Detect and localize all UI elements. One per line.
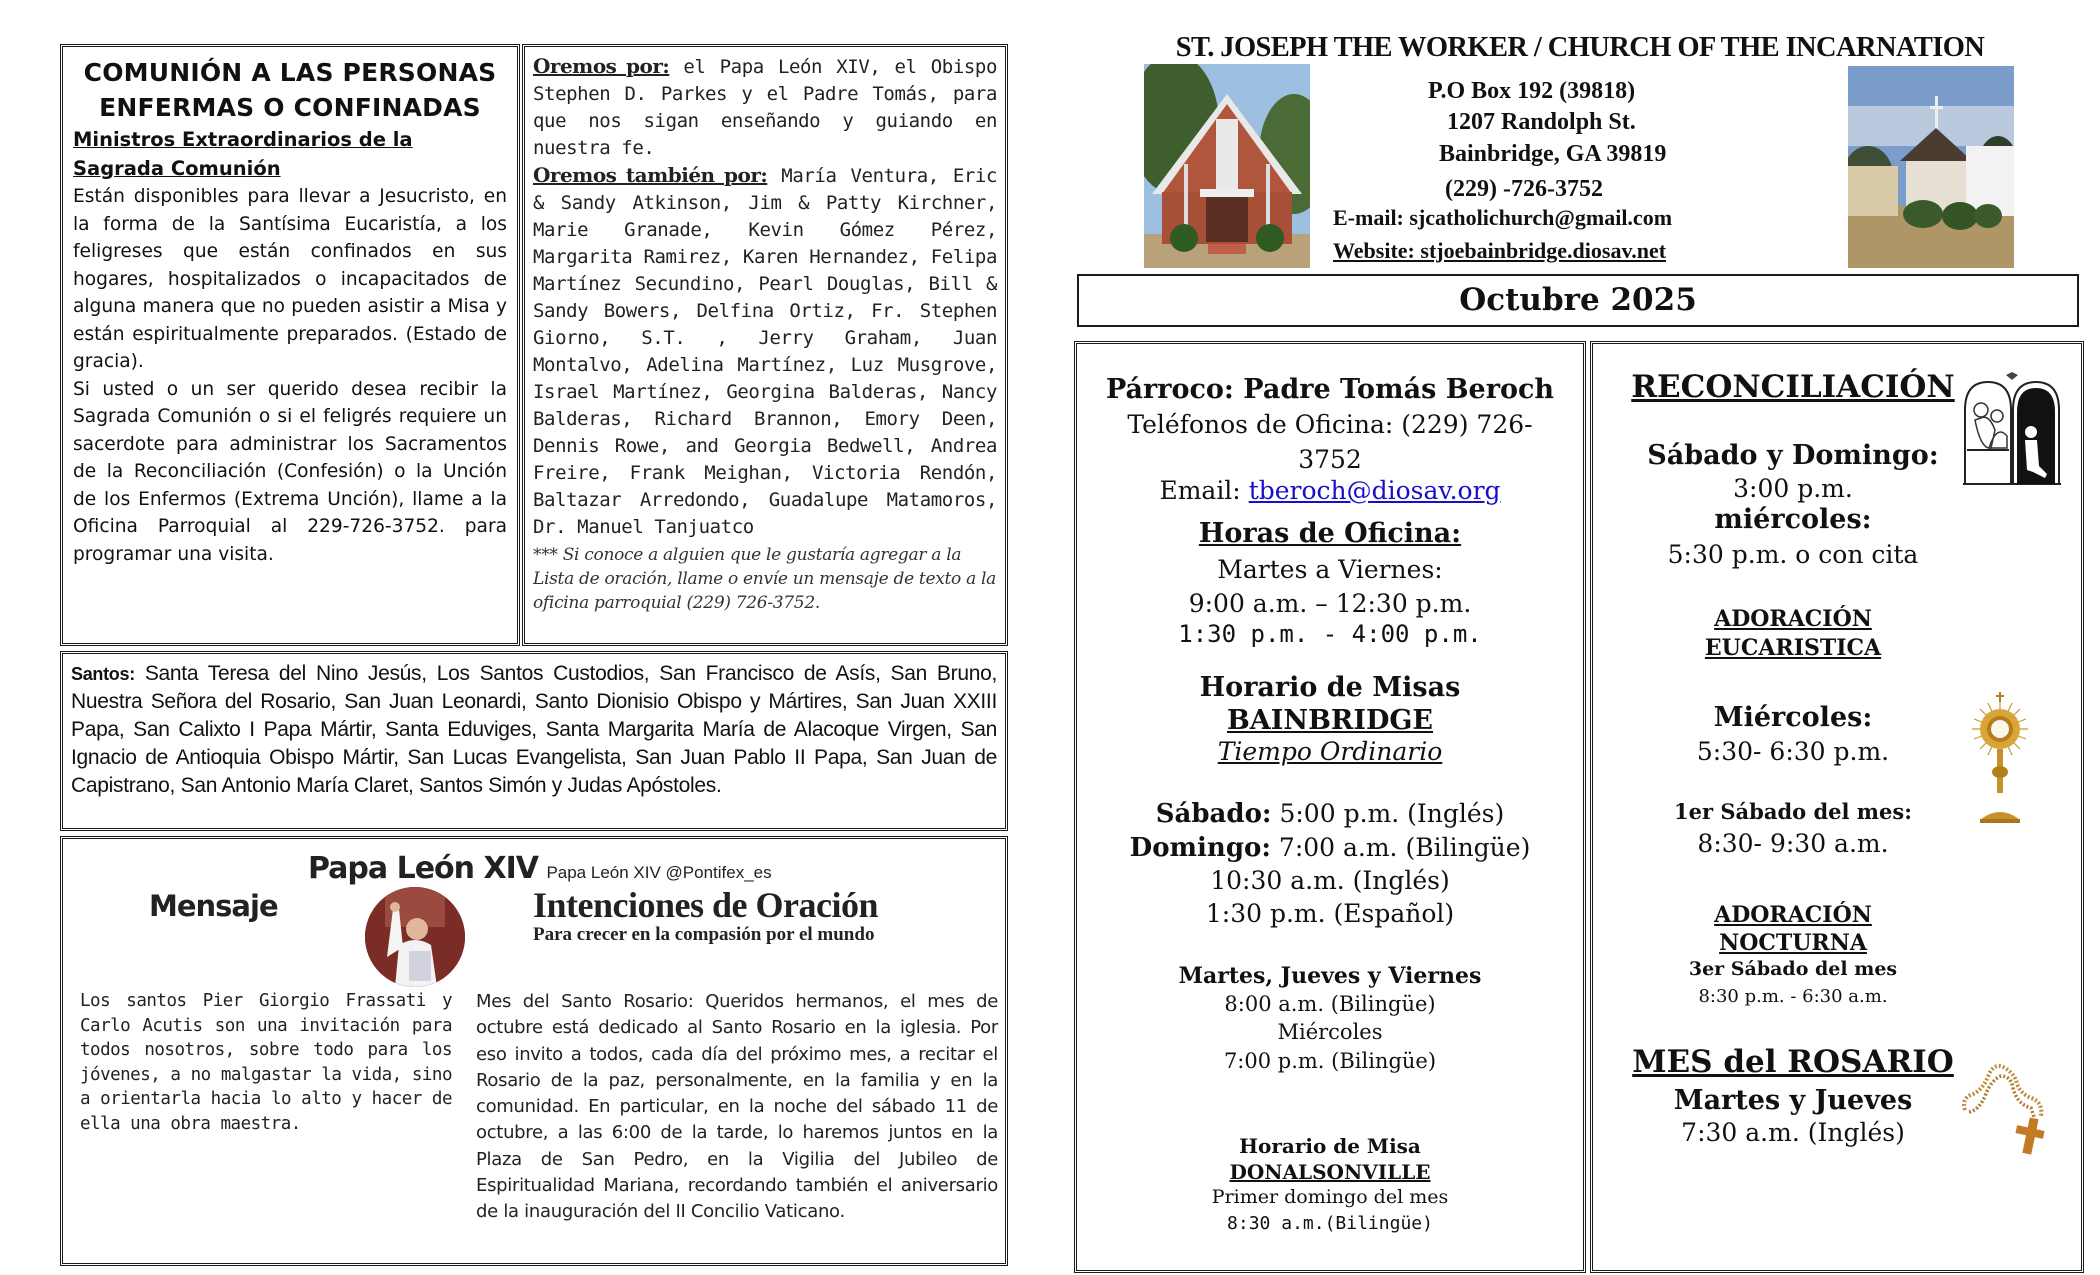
communion-subtitle-line2: Sagrada Comunión (73, 157, 281, 180)
adoration-heading-line2: EUCARISTICA (1704, 635, 1882, 661)
prayer-list-box (522, 44, 1008, 646)
liturgical-season: Tiempo Ordinario (1217, 737, 1443, 766)
prayer-names: María Ventura, Eric & Sandy Atkinson, Jim & Patty Kirchner, Marie Granade, Kevin Gómez Pérez, Margarita Ramirez, Karen Hernandez, Felipa Martínez Secundino, Pearl Douglas, Bill & Sandy Bowers, Delfina Ortiz, Fr. Stephen Giorno, S.T. , Jerry Graham, Juan Montalvo, Adelina Martínez, Luz Musgrove, Israel Martínez, Georgina Balderas, Nancy Balderas, Richard Brannon, Emory Deen, Dennis Rowe, and Georgia Bedwell, Andrea Freire, Frank Meighan, Victoria Rendón, Baltazar Arredondo, Guadalupe Matamoros, Dr. Manuel Tanjuatco (533, 165, 997, 538)
office-afternoon-hours: 1:30 p.m. - 4:00 p.m. (1178, 620, 1482, 648)
sunday-mass-time-1: 7:00 a.m. (Bilingüe) (1270, 833, 1531, 862)
reconciliation-weekend-time: 3:00 p.m. (1733, 474, 1853, 503)
rosary-month-heading: MES del ROSARIO (1632, 1044, 1954, 1080)
adoration-heading-line1: ADORACIÓN (1714, 606, 1872, 632)
communion-box (60, 44, 520, 646)
office-hours-heading: Horas de Oficina: (1198, 518, 1462, 549)
donalsonville-location: DONALSONVILLE (1229, 1160, 1431, 1184)
nocturnal-adoration-heading-line1: ADORACIÓN (1714, 902, 1872, 928)
confessional-illustration-icon (1961, 370, 2063, 488)
parish-website-link[interactable]: Website: stjoebainbridge.diosav.net (1333, 238, 1667, 263)
email-label: Email: (1159, 476, 1249, 505)
prayer-note: *** Si conoce a alguien que le gustaría agregar a la Lista de oración, llame o envíe un mensaje de texto a la oficina parroquial (229) 726-3752. (533, 545, 996, 613)
po-box: P.O Box 192 (39818) (1428, 78, 1636, 104)
message-heading: Mensaje (149, 889, 278, 923)
parish-title: ST. JOSEPH THE WORKER / CHURCH OF THE INCARNATION (1175, 32, 1985, 63)
prayer-label-2: Oremos también por: (533, 163, 768, 187)
office-phone-line2: 3752 (1298, 445, 1362, 474)
pope-box (60, 836, 1008, 1266)
saints-box (60, 651, 1008, 831)
saturday-label: Sábado: (1155, 799, 1272, 829)
mass-location-bainbridge: BAINBRIDGE (1226, 705, 1434, 736)
mass-schedule-heading: Horario de Misas (1199, 672, 1461, 703)
white-church-photo (1848, 66, 2014, 268)
city-address: Bainbridge, GA 39819 (1439, 141, 1667, 167)
parish-phone: (229) -726-3752 (1445, 176, 1603, 202)
month-banner: Octubre 2025 (1077, 274, 2079, 327)
rosary-days: Martes y Jueves (1673, 1085, 1913, 1116)
prayer-text-1: el Papa León XIV, el Obispo Stephen D. Parkes y el Padre Tomás, para que nos sigan enseñando y guiando en nuestra fe. (533, 56, 997, 159)
saints-text: Santa Teresa del Nino Jesús, Los Santos Custodios, San Francisco de Asís, San Bruno, Nuestra Señora del Rosario, San Juan Leonardi, Santo Dionisio Obispo y Mártires, San Juan XXIII Papa, San Calixto I Papa Mártir, Santa Eduviges, Santa Margarita María de Alacoque Virgen, San Ignacio de Antioquia Obispo Mártir, San Lucas Evangelista, San Juan Pablo II Papa, San Juan de Capistrano, San Antonio María Claret, Santos Simón y Judas Apóstoles. (71, 662, 997, 797)
adoration-wednesday-label: Miércoles: (1713, 702, 1873, 733)
donalsonville-heading: Horario de Misa (1239, 1134, 1421, 1158)
pastor-email-link[interactable]: tberoch@diosav.org (1248, 476, 1501, 505)
reconciliation-box (1590, 341, 2084, 1273)
communion-paragraph-1: Están disponibles para llevar a Jesucristo, en la forma de la Santísima Eucaristía, a los feligreses que están confinados en sus hogares, hospitalizados o incapacitados de alguna manera que no pueden asistir a Misa y están espiritualmente preparados. (Estado de gracia). (73, 186, 507, 372)
brick-church-photo (1144, 64, 1310, 268)
adoration-wednesday-time: 5:30- 6:30 p.m. (1696, 737, 1890, 766)
nocturnal-adoration-time: 8:30 p.m. - 6:30 a.m. (1698, 986, 1888, 1007)
pastor-name: Párroco: Padre Tomás Beroch (1105, 374, 1555, 405)
adoration-first-saturday-label: 1er Sábado del mes: (1674, 799, 1912, 824)
rosary-icon (1959, 1060, 2051, 1160)
sunday-mass-time-3: 1:30 p.m. (Español) (1205, 899, 1455, 928)
reconciliation-weekend-label: Sábado y Domingo: (1647, 440, 1939, 471)
parish-info-box (1074, 341, 1586, 1273)
reconciliation-wednesday-time: 5:30 p.m. o con cita (1667, 540, 1919, 569)
intentions-heading: Intenciones de Oración (533, 885, 878, 925)
communion-subtitle-line1: Ministros Extraordinarios de la (73, 128, 413, 151)
communion-title-line1: COMUNIÓN A LAS PERSONAS (83, 58, 497, 87)
message-text: Los santos Pier Giorgio Frassati y Carlo Acutis son una invitación para todos nosotros, sobre todo para los jóvenes, a no malgastar la vida, sino a orientarla hacia lo alto y hacer de ella una obra maestra. (80, 991, 452, 1134)
rosary-time: 7:30 a.m. (Inglés) (1681, 1118, 1905, 1147)
wednesday-mass-time: 7:00 p.m. (Bilingüe) (1223, 1049, 1437, 1073)
parish-email[interactable]: E-mail: sjcatholichurch@gmail.com (1333, 205, 1673, 230)
sunday-mass-time-2: 10:30 a.m. (Inglés) (1210, 866, 1450, 895)
monstrance-icon (1968, 692, 2032, 827)
wednesday-mass-label: Miércoles (1277, 1020, 1383, 1044)
communion-paragraph-2: Si usted o un ser querido desea recibir la Sagrada Comunión o si el feligrés requiere un sacerdote para administrar los Sacramentos de la Reconciliación (Confesión) o la Unción de los Enfermos (Extrema Unción), llame a la Oficina Parroquial al 229-726-3752. para programar una visita. (73, 378, 507, 565)
pope-title: Papa León XIV (308, 851, 538, 886)
prayer-label-1: Oremos por: (533, 54, 670, 78)
office-days: Martes a Viernes: (1217, 555, 1443, 584)
donalsonville-day: Primer domingo del mes (1211, 1186, 1449, 1208)
office-phone-line1: Teléfonos de Oficina: (229) 726- (1127, 410, 1533, 439)
donalsonville-time: 8:30 a.m.(Bilingüe) (1227, 1213, 1433, 1234)
weekday-mass-label: Martes, Jueves y Viernes (1178, 963, 1482, 989)
reconciliation-wednesday-label: miércoles: (1714, 504, 1872, 535)
pope-handle: Papa León XIV @Pontifex_es (546, 863, 772, 882)
nocturnal-adoration-label: 3er Sábado del mes (1688, 958, 1898, 980)
communion-title-line2: ENFERMAS O CONFINADAS (99, 93, 481, 122)
adoration-first-saturday-time: 8:30- 9:30 a.m. (1697, 829, 1889, 858)
intentions-subheading: Para crecer en la compasión por el mundo (533, 924, 875, 945)
office-morning-hours: 9:00 a.m. – 12:30 p.m. (1188, 589, 1472, 618)
street-address: 1207 Randolph St. (1447, 109, 1636, 135)
saints-label: Santos: (71, 664, 135, 684)
sunday-label: Domingo: (1129, 833, 1271, 863)
weekday-mass-time: 8:00 a.m. (Bilingüe) (1224, 992, 1436, 1016)
pope-photo (365, 887, 465, 987)
nocturnal-adoration-heading-line2: NOCTURNA (1719, 930, 1867, 956)
intentions-text: Mes del Santo Rosario: Queridos hermanos, el mes de octubre está dedicado al Santo Rosario en la iglesia. Por eso invito a todos, cada día del próximo mes, a recitar el Rosario de la paz, personalmente, en la familia y en la comunidad. En particular, en la noche del sábado 11 de octubre, a las 6:00 de la tarde, lo haremos juntos en la Plaza de San Pedro, en la Vigilia del Jubileo de Espiritualidad Mariana, recordando también el aniversario de la inauguración del II Concilio Vaticano. (476, 991, 998, 1223)
saturday-mass-time: 5:00 p.m. (Inglés) (1271, 799, 1505, 828)
reconciliation-heading: RECONCILIACIÓN (1631, 369, 1955, 405)
